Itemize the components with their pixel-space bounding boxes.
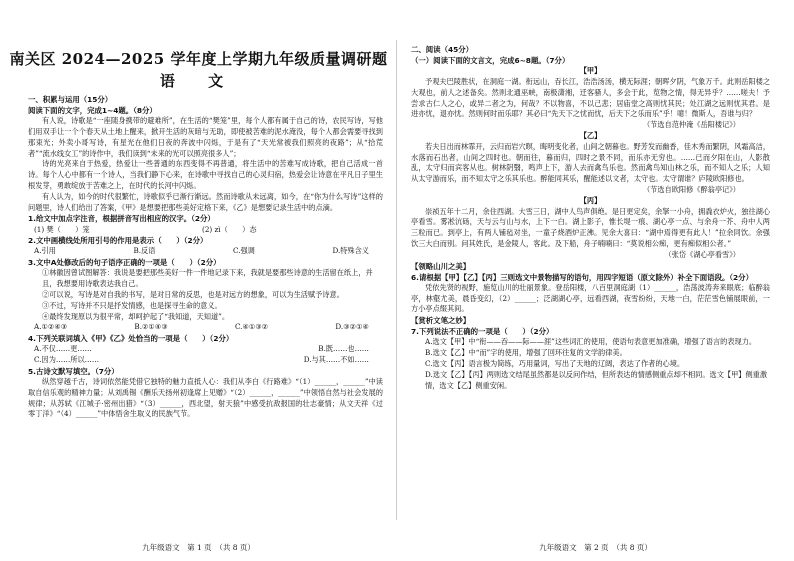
q1-option: (2) zì（ ）态 (202, 224, 257, 234)
page-2 (397, 0, 794, 561)
q3-sentence: ③不过，写诗并不只是抒发情感，也是探寻生命的意义。 (42, 300, 222, 310)
text-label-jia: 【甲】 (579, 66, 602, 76)
theme-heading: 【赏析文笔之妙】 (411, 316, 471, 326)
q2-option: A.引用 (34, 246, 56, 256)
page-2-content (411, 44, 770, 391)
q3-options (28, 322, 383, 333)
question-6: 6.请根据【甲】【乙】【丙】三则选文中景物描写的语句，用四字短语（原文除外）补全下面语段。（2分） (411, 272, 753, 282)
q4-options (28, 344, 383, 355)
q3-sentence: ④最终发现原以为很平常，却呵护起了“我知道，天知道”。 (42, 311, 230, 321)
q7-option: A.选文【甲】中“衔——吞——际——涯”这些词汇的使用，使语句表意更加准确，增强了语言的表现力。 (425, 337, 757, 347)
page-1-content (28, 94, 383, 420)
q4-option: D.与其……不如…… (303, 355, 369, 364)
q4-option: C.因为……所以…… (34, 355, 100, 364)
question-5: 5.古诗文默写填空。（7分） (28, 366, 119, 376)
q4-option: A.不仅……更…… (34, 344, 92, 354)
q7-option: B.选文【乙】中“而”字的使用，增强了回环往复的文学韵律美。 (425, 348, 627, 358)
question-7: 7.下列说法不正确的一项是（ ）（2分） (411, 327, 554, 337)
q3-sentence: ①林徽因曾试图解答：我说是要把那些美好一件一件地记录下来，我就是要那些诗意的生活留在纸上，并且，我想要用诗歌表达我自己。 (42, 268, 373, 289)
question-1: 1.给文中加点字注音，根据拼音写出相应的汉字。（2分） (28, 214, 215, 224)
q4-options (28, 355, 383, 366)
q2-options (28, 246, 383, 257)
question-3: 3.文中A处修改后的句子语序正确的一项是（ ）（2分） (28, 258, 221, 268)
text-source: （张岱《湖心亭看雪》） (664, 249, 740, 259)
page-footer: 九年级语文 第 2 页 （共 8 页） (539, 542, 652, 552)
page-footer: 九年级语文 第 1 页 （共 8 页） (142, 542, 255, 552)
q7-option: D.选文【乙】【丙】两则选文结尾虽然都是以反问作结，但所表达的情感侧重点却不相同。选文【甲】侧重激情，选文【乙】侧重安闲。 (425, 369, 768, 390)
passage-paragraph: 诗的光亮来自于热爱，热爱让一些普通的东西变得不再普通，将生活中的苦难写成诗歌，把自己活成一首诗。每个人心中都有一个诗人，当我们静下心来，在诗歌中寻找自己的心灵归宿，热爱会让诗意在平凡日子里生根发芽，勇敢绽放于苦难之上，在时代的长河中闪烁。 (28, 159, 383, 190)
passage-paragraph: 有人说，诗歌是“一座随身携带的避难所”，在生活的“樊笼”里，每个人都有属于自己的诗，农民写诗，写他们用双手让一个个春天从土地上醒来，掀开生活的灰暗与无助，即使被苦难的泥水淹没，每个人都会需要寻找到那束光；外卖小哥写诗，有星光在他们日夜的奔波中闪烁，于是有了“天光常被我们照亮的夜路”；从“拾荒者”“流水线女工”的诗作中，我们读到“未来的光可以照亮很多人”； (28, 116, 383, 158)
q2-option: C.强调 (232, 246, 255, 256)
q3-option: C.④①③② (234, 322, 269, 332)
classical-text: 若夫日出而林霏开，云归而岩穴暝，晦明变化者，山间之朝暮也。野芳发而幽香，佳木秀而繁阴，风霜高洁，水落而石出者，山间之四时也。朝而往，暮而归，四时之景不同，而乐亦无穷也。……已而夕阳在山，人影散乱，太守归而宾客从也。树林阴翳，鸣声上下，游人去而禽鸟乐也。然而禽鸟知山林之乐，而不知人之乐；人知从太守游而乐，而不知太守之乐其乐也。醉能同其乐，醒能述以文者，太守也。太守谓谁？庐陵欧阳修也。 (411, 141, 771, 184)
section-heading: 二、阅读（45分） (411, 45, 474, 54)
q5-text: 纵然穿越千古，诗词依然能凭借它独特的魅力直抵人心：我们从李白《行路难》“（1）______，______”中读取自信乐观的精神力量；从刘禹锡《酬乐天扬州初逢席上见赠》“（2）______，______”中领悟自然与社会发展的规律；从苏轼《江城子·密州出猎》“（3）______，西北望，射天狼”中感受抗敌报国的壮志豪情；从文天祥《过零丁洋》“（4）______”中体悟舍生取义的民族气节。 (28, 376, 383, 419)
q1-option: (1) 樊（ ）笼 (34, 224, 90, 234)
exam-subject: 语 文 (159, 72, 238, 90)
section-heading: 一、积累与运用（15分） (28, 95, 113, 104)
question-2: 2.文中画横线处所用引号的作用是表示（ ）（2分） (28, 236, 208, 246)
q6-text: 凭依先贤的视野，施览山川的壮丽景象。登岳阳楼，八百里洞庭湖（1）______，浩荡波涛奔来眼底；临醉翁亭，林壑尤美，晨昏变幻，（2）______；泛湖湖心亭，远看西湖，夜雪纷纷，天地一白，茫茫雪色铺展眼前，一方小亭点缀其间。 (411, 282, 770, 314)
text-source: （节选自欧阳修《醉翁亭记》） (642, 184, 740, 194)
passage-paragraph: 有人认为，如今的时代很繁忙，诗歌似乎已渐行渐远。然而诗歌从未远离，如今，在“你为什么写诗”这样的问题里，诗人们给出了答案，《甲》是想要把那些美好定格下来，《乙》是想要记录生活中的点滴。 (28, 191, 383, 212)
text-label-bing: 【丙】 (579, 195, 602, 205)
text-source: （节选自范仲淹《岳阳楼记》） (642, 120, 740, 130)
question-4: 4.下列关联词填入《甲》《乙》处恰当的一项是（ ）（2分） (28, 334, 234, 344)
q4-option: B.既……也…… (318, 344, 369, 354)
subsection-heading: （一）阅读下面的文言文，完成6~8题。（7分） (411, 56, 570, 66)
q3-option: A.①②④③ (34, 322, 68, 332)
classical-text: 予观夫巴陵胜状，在洞庭一湖。衔远山，吞长江，浩浩汤汤，横无际涯；朝晖夕阴，气象万千。此则岳阳楼之大观也，前人之述备矣。然则北通巫峡，南极潇湘，迁客骚人，多会于此，览物之情，得无异乎？……嗟夫！予尝求古仁人之心，或异二者之为，何哉？不以物喜，不以己悲；居庙堂之高则忧其民；处江湖之远则忧其君。是进亦忧，退亦忧。然则何时而乐耶？其必曰“先天下之忧而忧，后天下之乐而乐”乎！噫！微斯人，吾谁与归？ (411, 77, 771, 119)
reading-intro: 阅读下面的文字，完成1~4题。（8分） (28, 106, 157, 116)
text-label-yi: 【乙】 (579, 131, 602, 140)
q2-option: D.特殊含义 (332, 246, 369, 256)
q3-sentence: ②可以说，写诗是对自我的书写，是对日常的反思，也是对远方的想象，可以为生活赋予诗意。 (42, 289, 344, 299)
q7-option: C.选文【丙】语言极为简练，巧用量词，写出了天地的辽阔，表达了作者的心境。 (425, 358, 685, 368)
q2-option: B.反语 (133, 246, 156, 256)
q3-option: D.③②①④ (335, 322, 369, 332)
q1-options (28, 225, 383, 236)
classical-text: 崇祯五年十二月，余住西湖。大雪三日，湖中人鸟声俱绝。是日更定矣，余拏一小舟，拥毳衣炉火，独往湖心亭看雪。雾凇沆砀，天与云与山与水，上下一白。湖上影子，惟长堤一痕、湖心亭一点、与余舟一芥、舟中人两三粒而已。到亭上，有两人铺毡对坐，一童子烧酒炉正沸。见余大喜曰：“湖中焉得更有此人！”拉余同饮。余强饮三大白而别。问其姓氏，是金陵人，客此。及下船，舟子喃喃曰：“莫说相公痴，更有痴似相公者。” (411, 206, 771, 248)
theme-heading: 【领略山川之美】 (411, 261, 471, 271)
exam-title: 南关区 2024—2025 学年度上学期九年级质量调研题 (9, 50, 388, 68)
q3-option: B.②①④③ (134, 322, 168, 332)
